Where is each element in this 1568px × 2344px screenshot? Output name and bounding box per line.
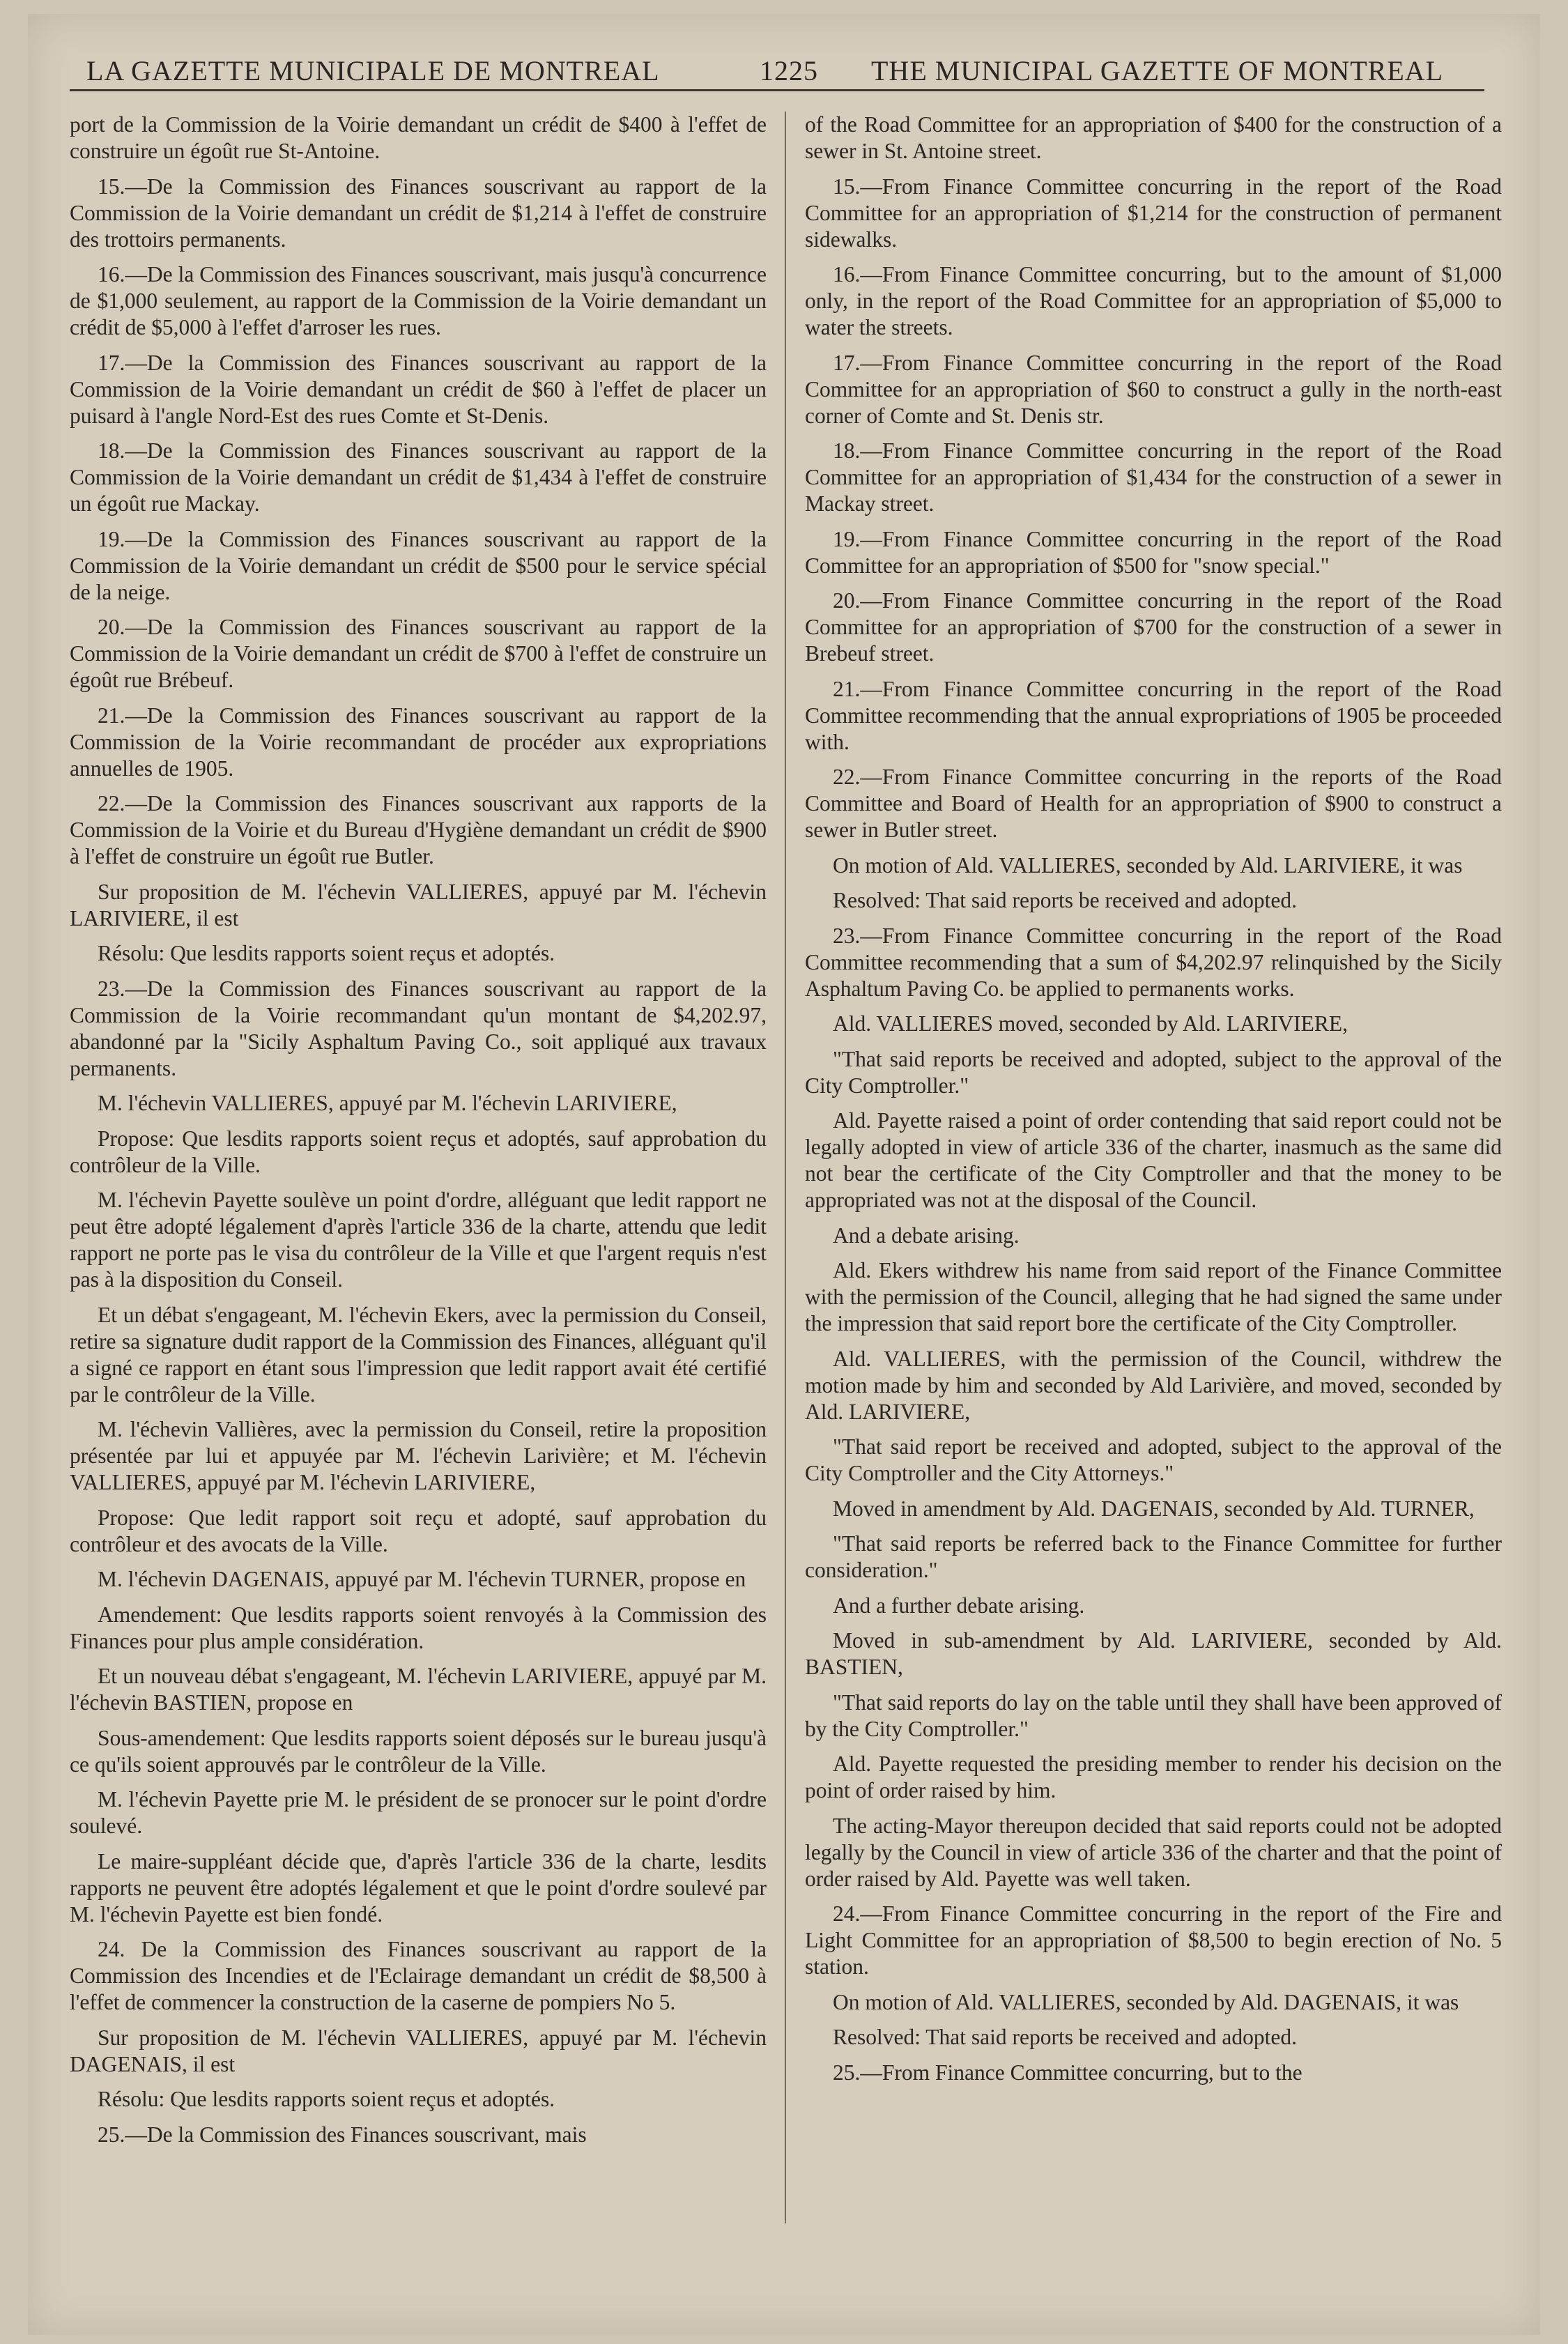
english-paragraph: Moved in amendment by Ald. DAGENAIS, seconded by Ald. TURNER,	[833, 1496, 1475, 1521]
french-paragraph: M. l'échevin Payette soulève un point d'ordre, alléguant que ledit rapport ne peut être adopté légalement d'après l'article 336 de la charte, attendu que ledit rapport ne porte pas le visa du contrôleur de la Ville et que l'argent requis n'est pas à la disposition du Conseil.	[70, 1188, 767, 1292]
english-paragraph: The acting-Mayor thereupon decided that said reports could not be adopted legally by the Council in view of article 336 of the charter and that the point of order raised by Ald. Payette was well taken.	[805, 1813, 1502, 1891]
english-paragraph: 16.—From Finance Committee concurring, but to the amount of $1,000 only, in the report of the Road Committee for an appropriation of $5,000 to water the streets.	[805, 262, 1502, 339]
english-paragraph: 17.—From Finance Committee concurring in the report of the Road Committee for an appropriation of $60 to construct a gully in the north-east corner of Comte and St. Denis str.	[805, 350, 1502, 428]
french-paragraph: 17.—De la Commission des Finances souscrivant au rapport de la Commission de la Voirie demandant un crédit de $60 à l'effet de placer un puisard à l'angle Nord-Est des rues Comte et St-Denis.	[70, 350, 767, 428]
french-paragraph: M. l'échevin VALLIERES, appuyé par M. l'échevin LARIVIERE,	[98, 1091, 677, 1115]
french-paragraph: Le maire-suppléant décide que, d'après l'article 336 de la charte, lesdits rapports ne peuvent être adoptés légalement et que le point d'ordre soulevé par M. l'échevin Payette est bien fondé.	[70, 1848, 767, 1926]
french-paragraph: M. l'échevin DAGENAIS, appuyé par M. l'échevin TURNER, propose en	[98, 1567, 746, 1591]
french-paragraph: 24. De la Commission des Finances souscrivant au rapport de la Commission des Incendies et de l'Eclairage demandant un crédit de $8,500 à l'effet de commencer la construction de la caserne de pompiers No 5.	[70, 1937, 767, 2014]
french-paragraph: 15.—De la Commission des Finances souscrivant au rapport de la Commission de la Voirie demandant un crédit de $1,214 à l'effet de construire des trottoirs permanents.	[70, 174, 767, 252]
english-paragraph: Ald. VALLIERES moved, seconded by Ald. LARIVIERE,	[833, 1011, 1348, 1036]
english-paragraph: On motion of Ald. VALLIERES, seconded by Ald. DAGENAIS, it was	[833, 1989, 1459, 2014]
french-paragraph: Résolu: Que lesdits rapports soient reçus et adoptés.	[98, 2087, 555, 2111]
english-paragraph: 23.—From Finance Committee concurring in the report of the Road Committee recommending that a sum of $4,202.97 relinquished by the Sicily Asphaltum Paving Co. be applied to permanents works.	[805, 923, 1502, 1001]
english-paragraph: On motion of Ald. VALLIERES, seconded by Ald. LARIVIERE, it was	[833, 852, 1463, 878]
english-paragraph: Moved in sub-amendment by Ald. LARIVIERE, seconded by Ald. BASTIEN,	[805, 1628, 1502, 1679]
english-paragraph: Ald. VALLIERES, with the permission of the Council, withdrew the motion made by him and seconded by Ald Larivière, and moved, seconded by Ald. LARIVIERE,	[805, 1346, 1502, 1424]
english-paragraph: "That said report be received and adopted, subject to the approval of the City Comptroller and the City Attorneys."	[805, 1434, 1502, 1485]
english-paragraph: And a further debate arising.	[833, 1593, 1085, 1618]
french-column	[70, 112, 767, 2157]
french-paragraph: port de la Commission de la Voirie demandant un crédit de $400 à l'effet de construire un égoût rue St-Antoine.	[70, 112, 767, 163]
french-paragraph: Sur proposition de M. l'échevin VALLIERES, appuyé par M. l'échevin LARIVIERE, il est	[70, 879, 767, 930]
english-paragraph: 24.—From Finance Committee concurring in the report of the Fire and Light Committee for an appropriation of $8,500 to begin erection of No. 5 station.	[805, 1901, 1502, 1979]
french-paragraph: Amendement: Que lesdits rapports soient renvoyés à la Commission des Finances pour plus ample considération.	[70, 1602, 767, 1653]
english-paragraph: And a debate arising.	[833, 1223, 1020, 1248]
french-paragraph: Propose: Que ledit rapport soit reçu et adopté, sauf approbation du contrôleur et des avocats de la Ville.	[70, 1505, 767, 1556]
french-paragraph: Sous-amendement: Que lesdits rapports soient déposés sur le bureau jusqu'à ce qu'ils soient approuvés par le contrôleur de la Ville.	[70, 1725, 767, 1777]
english-paragraph: "That said reports be received and adopted, subject to the approval of the City Comptroller."	[805, 1046, 1502, 1098]
french-paragraph: M. l'échevin Vallières, avec la permission du Conseil, retire la proposition présentée par lui et appuyée par M. l'échevin Larivière; et M. l'échevin VALLIERES, appuyé par M. l'échevin LARIVIERE,	[70, 1417, 767, 1494]
gazette-page	[28, 14, 1540, 2335]
french-paragraph: 19.—De la Commission des Finances souscrivant au rapport de la Commission de la Voirie demandant un crédit de $500 pour le service spécial de la neige.	[70, 526, 767, 604]
french-title: LA GAZETTE MUNICIPALE DE MONTREAL	[86, 55, 660, 86]
english-paragraph: 19.—From Finance Committee concurring in the report of the Road Committee for an appropriation of $500 for "snow special."	[805, 526, 1502, 578]
french-paragraph: Sur proposition de M. l'échevin VALLIERES, appuyé par M. l'échevin DAGENAIS, il est	[70, 2025, 767, 2076]
french-paragraph: Résolu: Que lesdits rapports soient reçus et adoptés.	[98, 941, 555, 965]
english-paragraph: Ald. Payette raised a point of order contending that said report could not be legally adopted in view of article 336 of the charter, inasmuch as the same did not bear the certificate of the City Comptroller and that the money to be appropriated was not at the disposal of the Council.	[805, 1108, 1502, 1212]
french-paragraph: Et un débat s'engageant, M. l'échevin Ekers, avec la permission du Conseil, retire sa signature dudit rapport de la Commission des Finances, alléguant qu'il a signé ce rapport en étant sous l'impression que ledit rapport avait été certifié par le contrôleur de la Ville.	[70, 1302, 767, 1407]
page-header	[70, 40, 1484, 91]
english-paragraph: 25.—From Finance Committee concurring, but to the	[833, 2060, 1302, 2085]
english-title: THE MUNICIPAL GAZETTE OF MONTREAL	[871, 55, 1444, 86]
english-paragraph: Resolved: That said reports be received and adopted.	[833, 2025, 1297, 2049]
french-paragraph: 20.—De la Commission des Finances souscrivant au rapport de la Commission de la Voirie demandant un crédit de $700 à l'effet de construire un égoût rue Brébeuf.	[70, 615, 767, 692]
french-paragraph: 25.—De la Commission des Finances souscrivant, mais	[98, 2122, 587, 2147]
english-paragraph: 21.—From Finance Committee concurring in the report of the Road Committee recommending that the annual expropriations of 1905 be proceeded with.	[805, 676, 1502, 754]
french-paragraph: 18.—De la Commission des Finances souscrivant au rapport de la Commission de la Voirie demandant un crédit de $1,434 à l'effet de construire un égoût rue Mackay.	[70, 438, 767, 516]
french-paragraph: 22.—De la Commission des Finances souscrivant aux rapports de la Commission de la Voirie et du Bureau d'Hygiène demandant un crédit de $900 à l'effet de construire un égoût rue Butler.	[70, 791, 767, 868]
french-paragraph: Et un nouveau débat s'engageant, M. l'échevin LARIVIERE, appuyé par M. l'échevin BASTIEN, propose en	[70, 1664, 767, 1715]
english-paragraph: 20.—From Finance Committee concurring in the report of the Road Committee for an appropriation of $700 for the construction of a sewer in Brebeuf street.	[805, 588, 1502, 666]
page-number: 1225	[760, 55, 818, 86]
english-paragraph: "That said reports be referred back to the Finance Committee for further consideration."	[805, 1531, 1502, 1582]
french-paragraph: 23.—De la Commission des Finances souscrivant au rapport de la Commission de la Voirie recommandant qu'un montant de $4,202.97, abandonné par la "Sicily Asphaltum Paving Co., soit appliqué aux travaux permanents.	[70, 976, 767, 1080]
english-paragraph: "That said reports do lay on the table until they shall have been approved of by the City Comptroller."	[805, 1690, 1502, 1741]
english-paragraph: Ald. Payette requested the presiding member to render his decision on the point of order raised by him.	[805, 1752, 1502, 1802]
english-paragraph: Ald. Ekers withdrew his name from said report of the Finance Committee with the permission of the Council, alleging that he had signed the same under the impression that said report bore the certificate of the City Comptroller.	[805, 1258, 1502, 1335]
english-paragraph: 18.—From Finance Committee concurring in the report of the Road Committee for an appropriation of $1,434 for the construction of a sewer in Mackay street.	[805, 438, 1502, 516]
french-paragraph: M. l'échevin Payette prie M. le président de se pronocer sur le point d'ordre soulevé.	[70, 1787, 767, 1838]
french-paragraph: Propose: Que lesdits rapports soient reçus et adoptés, sauf approbation du contrôleur de la Ville.	[70, 1126, 767, 1177]
english-paragraph: Resolved: That said reports be received and adopted.	[833, 888, 1297, 912]
english-paragraph: 15.—From Finance Committee concurring in the report of the Road Committee for an appropriation of $1,214 for the construction of permanent sidewalks.	[805, 174, 1502, 252]
french-paragraph: 16.—De la Commission des Finances souscrivant, mais jusqu'à concurrence de $1,000 seulement, au rapport de la Commission de la Voirie demandant un crédit de $5,000 à l'effet d'arroser les rues.	[70, 262, 767, 339]
english-column	[805, 112, 1502, 2094]
french-paragraph: 21.—De la Commission des Finances souscrivant au rapport de la Commission de la Voirie recommandant de procéder aux expropriations annuelles de 1905.	[70, 703, 767, 781]
english-paragraph: 22.—From Finance Committee concurring in the reports of the Road Committee and Board of Health for an appropriation of $900 to construct a sewer in Butler street.	[805, 765, 1502, 842]
column-divider	[785, 112, 786, 2223]
english-paragraph: of the Road Committee for an appropriation of $400 for the construction of a sewer in St. Antoine street.	[805, 112, 1502, 163]
